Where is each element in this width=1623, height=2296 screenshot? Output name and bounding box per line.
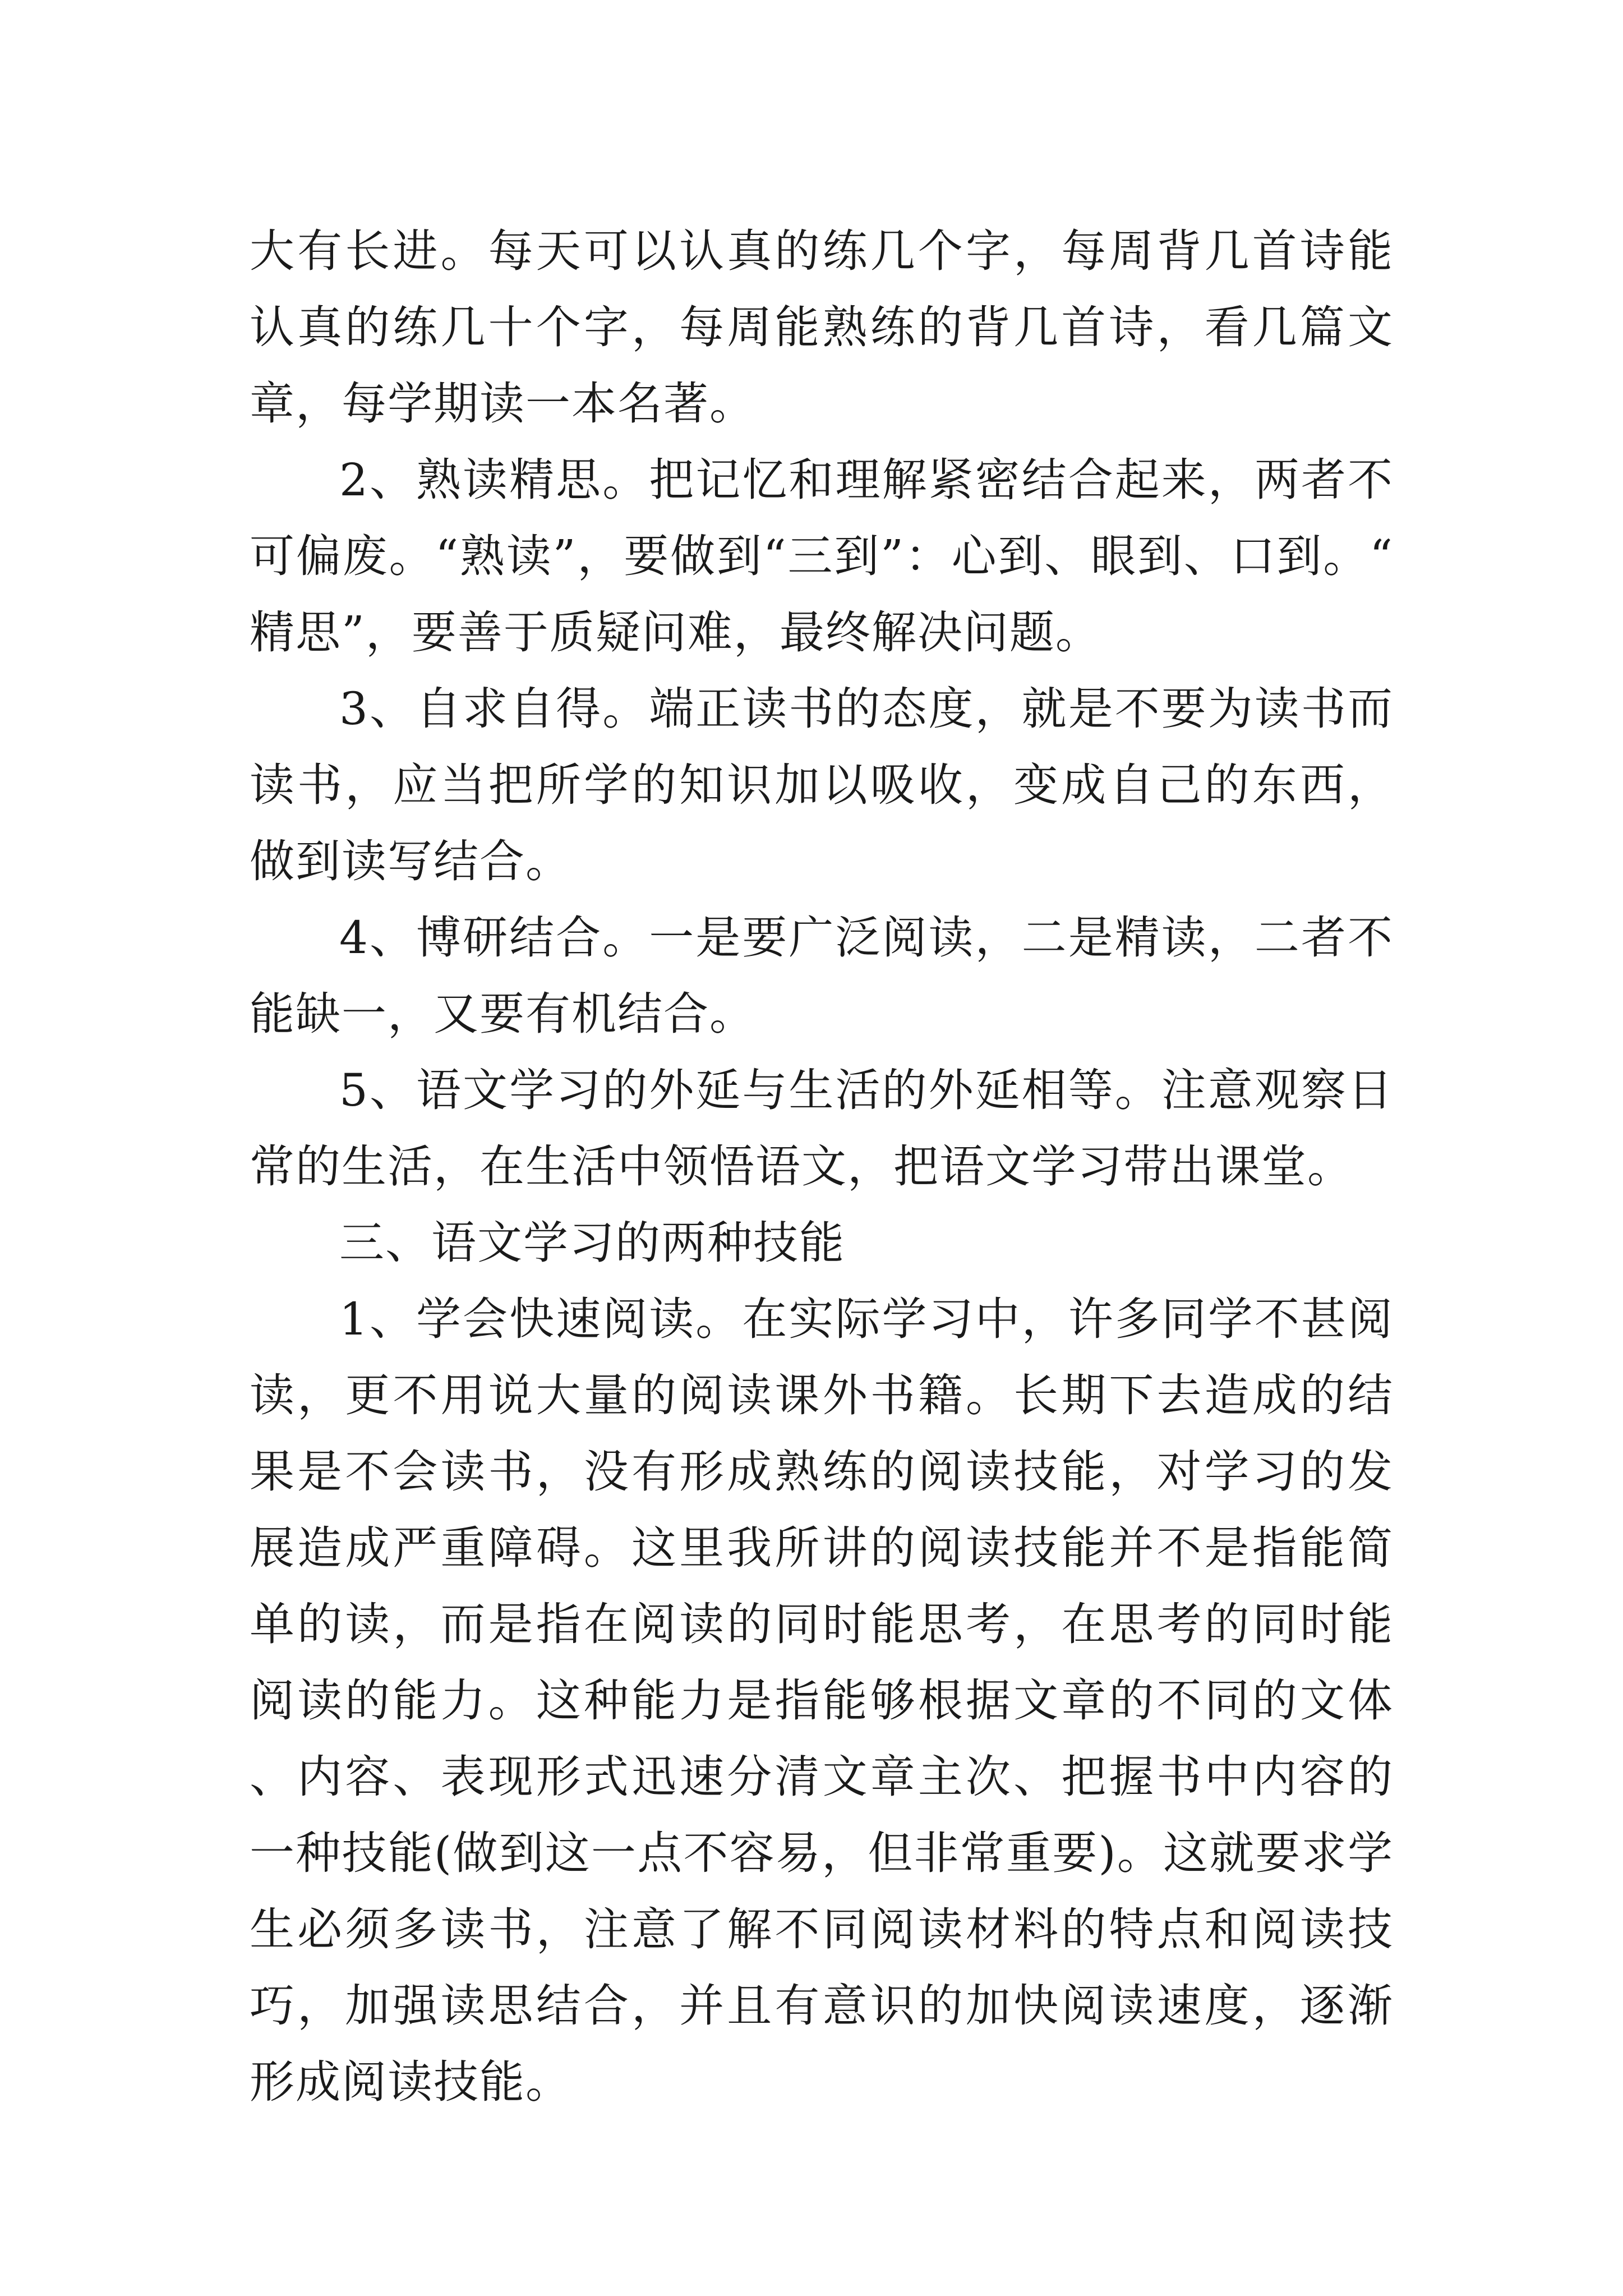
paragraph-item-4: 4、博研结合。一是要广泛阅读，二是精读，二者不能缺一，又要有机结合。 [250, 912, 1394, 1040]
paragraph-item-5: 5、语文学习的外延与生活的外延相等。注意观察日常的生活，在生活中领悟语文，把语文学习带出课堂。 [250, 1064, 1394, 1193]
paragraph-item-3: 3、自求自得。端正读书的态度，就是不要为读书而读书，应当把所学的知识加以吸收，变成自己的东西，做到读写结合。 [250, 683, 1394, 887]
paragraph-item-2: 2、熟读精思。把记忆和理解紧密结合起来，两者不可偏废。“熟读”，要做到“三到”：心到、眼到、口到。“精思”，要善于质疑问难，最终解决问题。 [250, 454, 1394, 659]
document-body [250, 213, 1394, 2120]
section-heading-three: 三、语文学习的两种技能 [339, 1217, 845, 1269]
paragraph-item-1-fast-reading: 1、学会快速阅读。在实际学习中，许多同学不甚阅读，更不用说大量的阅读课外书籍。长期下去造成的结果是不会读书，没有形成熟练的阅读技能，对学习的发展造成严重障碍。这里我所讲的阅读技能并不是指能简单的读，而是指在阅读的同时能思考，在思考的同时能阅读的能力。这种能力是指能够根据文章的不同的文体、内容、表现形式迅速分清文章主次、把握书中内容的一种技能(做到这一点不容易，但非常重要)。这就要求学生必须多读书，注意了解不同阅读材料的特点和阅读技巧，加强读思结合，并且有意识的加快阅读速度，逐渐形成阅读技能。 [250, 1293, 1394, 2108]
paragraph-continuation: 大有长进。每天可以认真的练几个字，每周背几首诗能认真的练几十个字，每周能熟练的背几首诗，看几篇文章，每学期读一本名著。 [250, 225, 1394, 430]
